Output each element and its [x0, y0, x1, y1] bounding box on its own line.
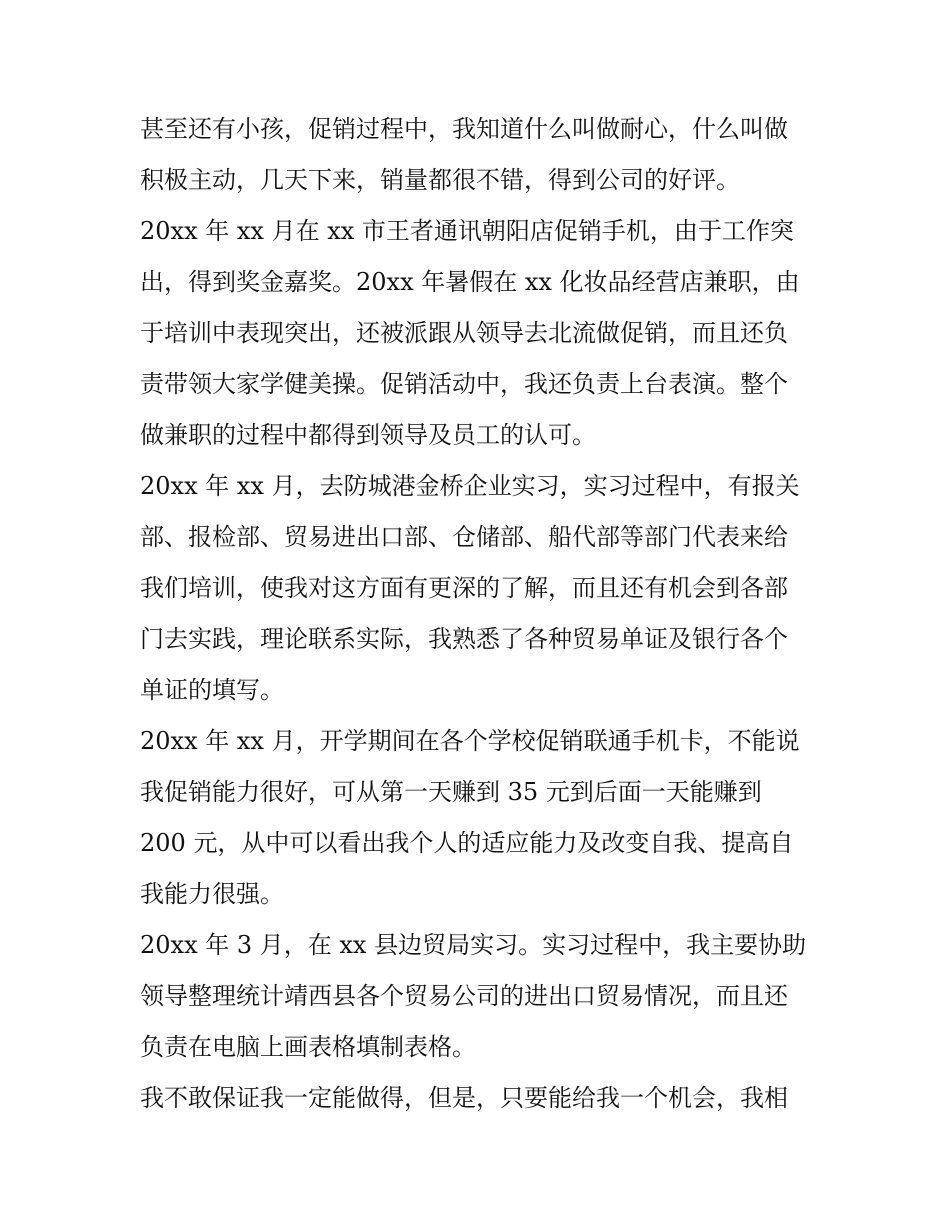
text-line-1: 甚至还有小孩，促销过程中，我知道什么叫做耐心，什么叫做 — [140, 115, 788, 143]
text-line-9: 部、报检部、贸易进出口部、仓储部、船代部等部门代表来给 — [140, 523, 788, 551]
text-line-15: 200 元，从中可以看出我个人的适应能力及改变自我、提高自 — [140, 829, 794, 857]
text-line-18: 领导整理统计靖西县各个贸易公司的进出口贸易情况，而且还 — [140, 982, 788, 1010]
text-line-20: 我不敢保证我一定能做得，但是，只要能给我一个机会，我相 — [140, 1084, 788, 1112]
text-line-8: 20xx 年 xx 月，去防城港金桥企业实习，实习过程中，有报关 — [140, 472, 800, 500]
text-line-3: 20xx 年 xx 月在 xx 市王者通讯朝阳店促销手机，由于工作突 — [140, 217, 794, 245]
text-line-5: 于培训中表现突出，还被派跟从领导去北流做促销，而且还负 — [140, 319, 788, 347]
text-line-6: 责带领大家学健美操。促销活动中，我还负责上台表演。整个 — [140, 370, 788, 398]
text-line-13: 20xx 年 xx 月，开学期间在各个学校促销联通手机卡，不能说 — [140, 727, 800, 755]
text-line-19: 负责在电脑上画表格填制表格。 — [140, 1033, 476, 1061]
text-line-10: 我们培训，使我对这方面有更深的了解，而且还有机会到各部 — [140, 574, 788, 602]
text-line-17: 20xx 年 3 月，在 xx 县边贸局实习。实习过程中，我主要协助 — [140, 931, 807, 959]
document-body — [140, 104, 820, 1124]
text-line-4: 出，得到奖金嘉奖。20xx 年暑假在 xx 化妆品经营店兼职，由 — [140, 268, 800, 296]
text-line-12: 单证的填写。 — [140, 676, 284, 704]
text-line-16: 我能力很强。 — [140, 880, 284, 908]
text-line-14: 我促销能力很好，可从第一天赚到 35 元到后面一天能赚到 — [140, 778, 762, 806]
text-line-11: 门去实践，理论联系实际，我熟悉了各种贸易单证及银行各个 — [140, 625, 788, 653]
text-line-2: 积极主动，几天下来，销量都很不错，得到公司的好评。 — [140, 166, 740, 194]
text-line-7: 做兼职的过程中都得到领导及员工的认可。 — [140, 421, 596, 449]
